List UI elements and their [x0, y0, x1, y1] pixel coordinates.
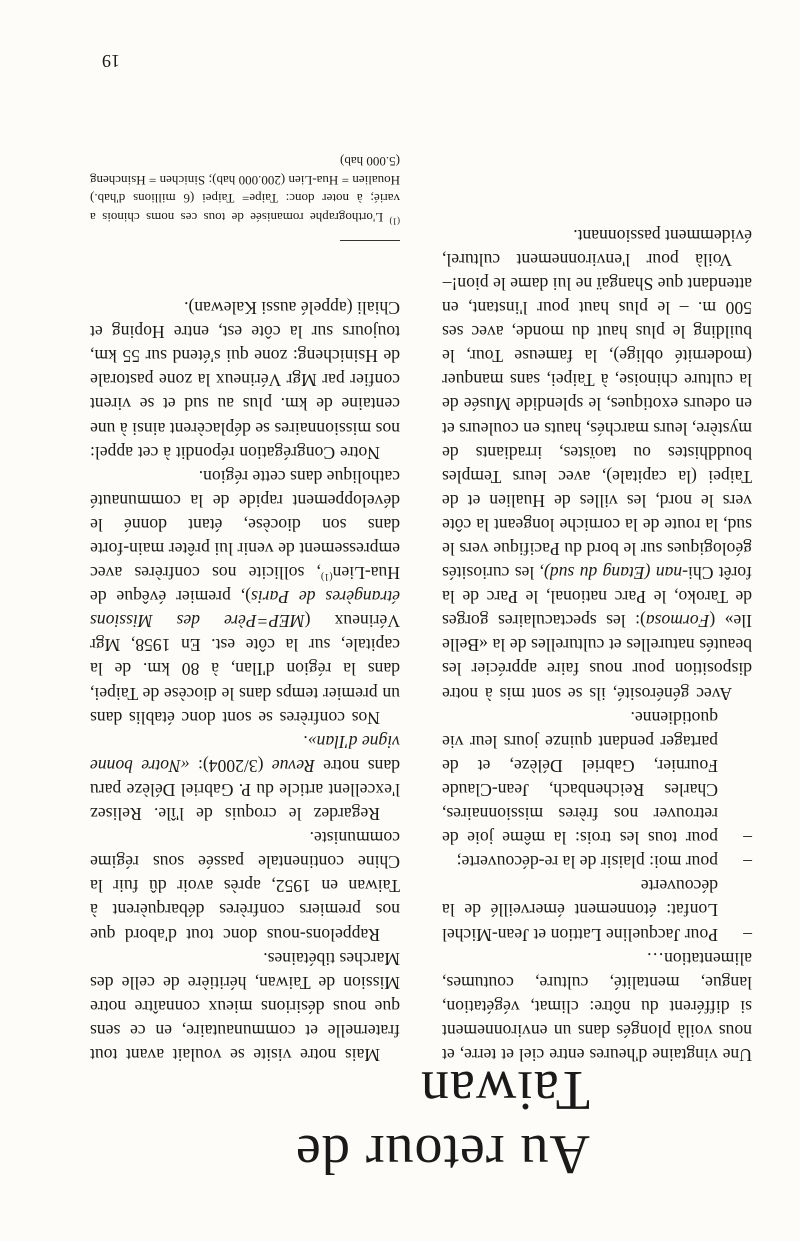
article-title: «Notre bonne vigne d'Ilan»	[89, 731, 400, 776]
chinan-term: nan (Etang du sud)	[544, 563, 683, 584]
footnote-marker: (1)	[389, 216, 400, 227]
formosa-term: Formosa	[645, 611, 710, 632]
establishment-paragraph: Nos confrères se sont donc établis dans un premier temps dans le diocèse de Taipei, dans la région d'Ilan, à 80 km. de la capitale, sur la côte est. En 1958, Mgr Vérineux (MEP=Père des Missions étrangères de Paris), premier évêque de Hua-Lien$^{(1)}$, sollicite nos confrères avec empressement de venir lui prêter main-forte dans son diocèse, étant donné le développement rapide de la communauté catholique dans cette région.	[90, 466, 400, 728]
culture-paragraph: Voilà pour l'environnement culturel, évidemment passionnant.	[442, 225, 752, 270]
list-item-text: pour moi: plaisir de la re-découverte;	[456, 852, 718, 873]
mep-term: MEP=Père des Missions étrangères de Paris	[90, 587, 400, 632]
history-paragraph: Rappelons-nous donc tout d'abord que nos premiers confrères débarquèrent à Taiwan en 1952, après avoir dû fuir la Chine continentale passée sous régime communiste.	[90, 828, 400, 945]
visit-paragraph: Mais notre visite se voulait avant tout fraternelle et communautaire, en ce sens que nous désirions mieux connaître notre Mission de Taiwan, héritière de celle des Marches tibétaines.	[90, 948, 400, 1065]
list-item: –pour tous les trois: la même joie de retrouver nos frères missionnaires, Charles Reichenbach, Jean-Claude Fournier, Gabriel Délèze, et de partager pendant quinze jours leur vie quotidienne.	[442, 707, 752, 849]
revue-title: Revue	[271, 755, 315, 776]
right-column	[90, 296, 400, 1067]
page-number: 19	[102, 51, 120, 71]
sights-paragraph: Avec générosité, ils se sont mis à notre disposition pour nous faire apprécier les beautés naturelles et culturelles de la «Belle Ile» (Formosa): les spectaculaires gorges de Taroko, le Parc national, le Parc de la forêt Chi-nan (Etang du sud), les curiosités géologiques sur le bord du Pacifique vers le sud, la route de la corniche longeant la côte vers le nord, les villes de Hualien et de Taipei (la capitale), avec leurs Temples bouddhistes ou taoïstes, irradiants de mystère, leurs marchés, hauts en couleurs et en odeurs exotiques, le splendide Musée de la culture chinoise, à Taipei, sans manquer (modernité oblige), la fameuse Tour, le building le plus haut du monde, avec ses 500 m. – le plus haut pour l'instant, en attendant que Shangaï ne lui dame le pion!–	[441, 274, 752, 704]
page-title: Au retour de Taiwan	[294, 1059, 590, 1185]
intro-paragraph: Une vingtaine d'heures entre ciel et terre, et nous voilà plongés dans un environnement si différent du nôtre: climat, végétation, langue, mentalité, culture, coutumes, alimentation…	[442, 948, 752, 1065]
left-column	[442, 224, 752, 1067]
article-reference-paragraph: Regardez le croquis de l'île. Relisez l'excellent article du P. Gabriel Délèze paru dans notre Revue (3/2004): «Notre bonne vigne d'Ilan».	[89, 731, 400, 825]
list-item: –Pour Jacqueline Lattion et Jean-Michel Lonfat: étonnement émerveillé de la découverte	[442, 876, 752, 945]
list-item: –pour moi: plaisir de la re-découverte;	[456, 852, 752, 873]
list-item-text: Pour Jacqueline Lattion et Jean-Michel Lonfat: étonnement émerveillé de la découverte	[442, 876, 718, 945]
congregation-paragraph: Notre Congrégation répondit à cet appel: nos missionnaires se déplacèrent ainsi à une centaine de km. plus au sud et se virent confier par Mgr Vérineux la zone pastorale de Hsinicheng: zone qui s'étend sur 55 km, toujours sur la côte est, entre Hoping et Chiali (appelé aussi Kalewan).	[90, 298, 400, 463]
footnote-ref: (1)	[320, 570, 333, 582]
list-item-text: pour tous les trois: la même joie de retrouver nos frères missionnaires, Charles Reichenbach, Jean-Claude Fournier, Gabriel Délèze, et de partager pendant quinze jours leur vie quotidienne.	[442, 707, 718, 849]
footnote-separator	[340, 240, 400, 241]
footnote	[90, 152, 400, 226]
footnote-text: L'orthographe romanisée de tous ces noms chinois a varié; à noter donc: Taipe= Taipei (6 millions d'hab.) Houalien = Hua-Lien (200.000 hab); Sinichen = Hsincheng (5.000 hab)	[90, 154, 400, 225]
